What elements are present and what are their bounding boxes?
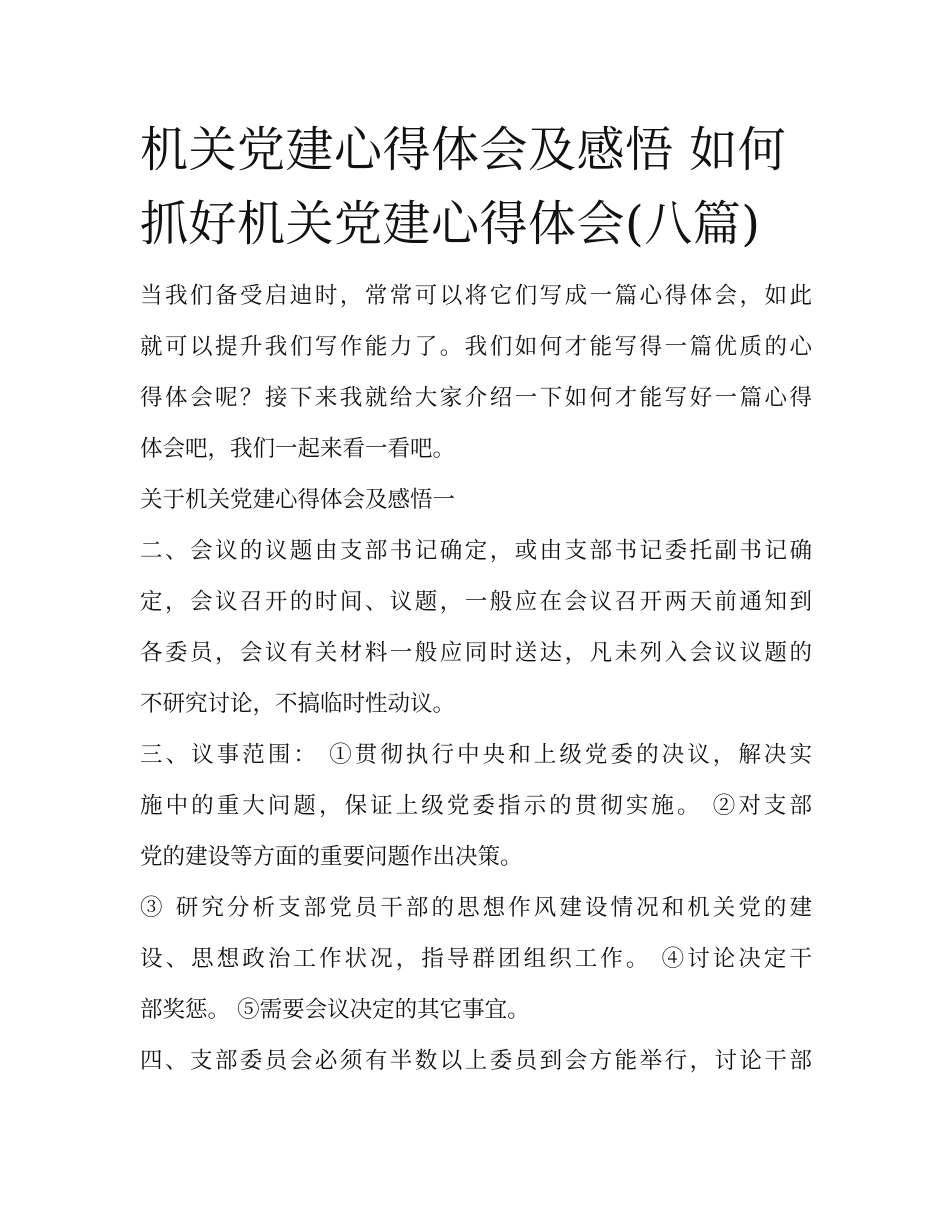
text-line: 关于机关党建心得体会及感悟一 <box>140 487 456 513</box>
text-line: 四、支部委员会必须有半数以上委员到会方能举行，讨论干部 <box>140 1048 812 1074</box>
text-line: 不研究讨论，不搞临时性动议。 <box>140 691 456 717</box>
paragraph-item-4 <box>140 1036 812 1087</box>
section-heading <box>140 475 812 526</box>
document-content <box>140 113 812 1087</box>
text-line: 定，会议召开的时间、议题，一般应在会议召开两天前通知到 <box>140 589 812 615</box>
text-line: 部奖惩。 ⑤需要会议决定的其它事宜。 <box>140 997 530 1023</box>
text-line: 党的建设等方面的重要问题作出决策。 <box>140 844 523 870</box>
text-line: 二、会议的议题由支部书记确定，或由支部书记委托副书记确 <box>140 538 812 564</box>
text-line: 设、思想政治工作状况，指导群团组织工作。 ④讨论决定干 <box>140 946 812 972</box>
paragraph-item-2 <box>140 526 812 730</box>
text-line: 三、议事范围： ①贯彻执行中央和上级党委的决议，解决实 <box>140 742 812 768</box>
text-line: 就可以提升我们写作能力了。我们如何才能写得一篇优质的心 <box>140 334 812 360</box>
text-line: 体会吧，我们一起来看一看吧。 <box>140 436 456 462</box>
document-title <box>140 113 812 261</box>
text-line: 当我们备受启迪时，常常可以将它们写成一篇心得体会，如此 <box>140 283 812 309</box>
text-line: ③ 研究分析支部党员干部的思想作风建设情况和机关党的建 <box>140 895 812 921</box>
paragraph-item-3-continued <box>140 883 812 1036</box>
title-line-1: 机关党建心得体会及感悟 如何 <box>140 122 787 178</box>
text-line: 得体会呢？接下来我就给大家介绍一下如何才能写好一篇心得 <box>140 385 812 411</box>
intro-paragraph <box>140 271 812 475</box>
text-line: 各委员，会议有关材料一般应同时送达，凡未列入会议议题的 <box>140 640 812 666</box>
title-line-2: 抓好机关党建心得体会(八篇) <box>140 196 761 252</box>
text-line: 施中的重大问题，保证上级党委指示的贯彻实施。 ②对支部 <box>140 793 812 819</box>
paragraph-item-3 <box>140 730 812 883</box>
